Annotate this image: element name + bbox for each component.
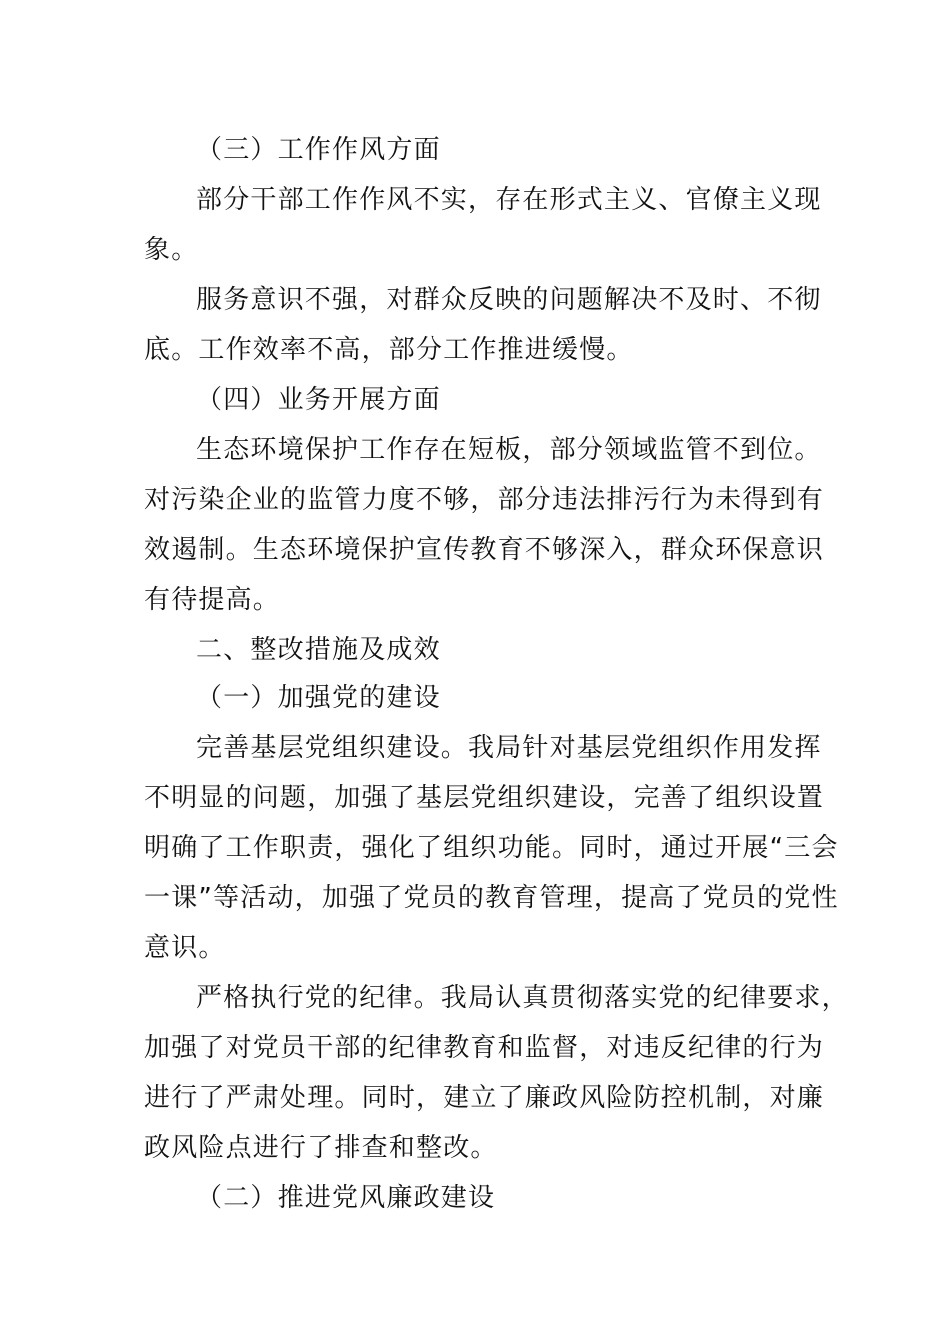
paragraph-line: 部分干部工作作风不实，存在形式主义、官僚主义现 [196, 185, 822, 215]
paragraph-line: 明确了工作职责，强化了组织功能。同时，通过开展“三会 [144, 833, 839, 863]
paragraph-line: 进行了严肃处理。同时，建立了廉政风险防控机制，对廉 [144, 1083, 825, 1113]
chapter-heading-measures: 二、整改措施及成效 [196, 635, 441, 665]
paragraph-line: 有待提高。 [144, 585, 281, 615]
paragraph-line: 一课”等活动，加强了党员的教育管理，提高了党员的党性 [144, 883, 839, 913]
paragraph-line: 生态环境保护工作存在短板，部分领域监管不到位。 [196, 435, 822, 465]
paragraph-line: 对污染企业的监管力度不够，部分违法排污行为未得到有 [144, 485, 825, 515]
section-heading-business: （四）业务开展方面 [196, 385, 441, 415]
paragraph-line: 加强了对党员干部的纪律教育和监督，对违反纪律的行为 [144, 1033, 825, 1063]
section-heading-party-building: （一）加强党的建设 [196, 683, 441, 713]
paragraph-line: 底。工作效率不高，部分工作推进缓慢。 [144, 335, 634, 365]
paragraph-line: 意识。 [144, 933, 226, 963]
section-heading-integrity: （二）推进党风廉政建设 [196, 1183, 496, 1213]
section-heading-work-style: （三）工作作风方面 [196, 135, 441, 165]
paragraph-line: 服务意识不强，对群众反映的问题解决不及时、不彻 [196, 285, 822, 315]
paragraph-line: 政风险点进行了排查和整改。 [144, 1133, 498, 1163]
paragraph-line: 严格执行党的纪律。我局认真贯彻落实党的纪律要求， [196, 983, 849, 1013]
paragraph-line: 不明显的问题，加强了基层党组织建设，完善了组织设置 [144, 783, 825, 813]
paragraph-line: 象。 [144, 235, 199, 265]
paragraph-line: 完善基层党组织建设。我局针对基层党组织作用发挥 [196, 733, 822, 763]
paragraph-line: 效遏制。生态环境保护宣传教育不够深入，群众环保意识 [144, 535, 825, 565]
